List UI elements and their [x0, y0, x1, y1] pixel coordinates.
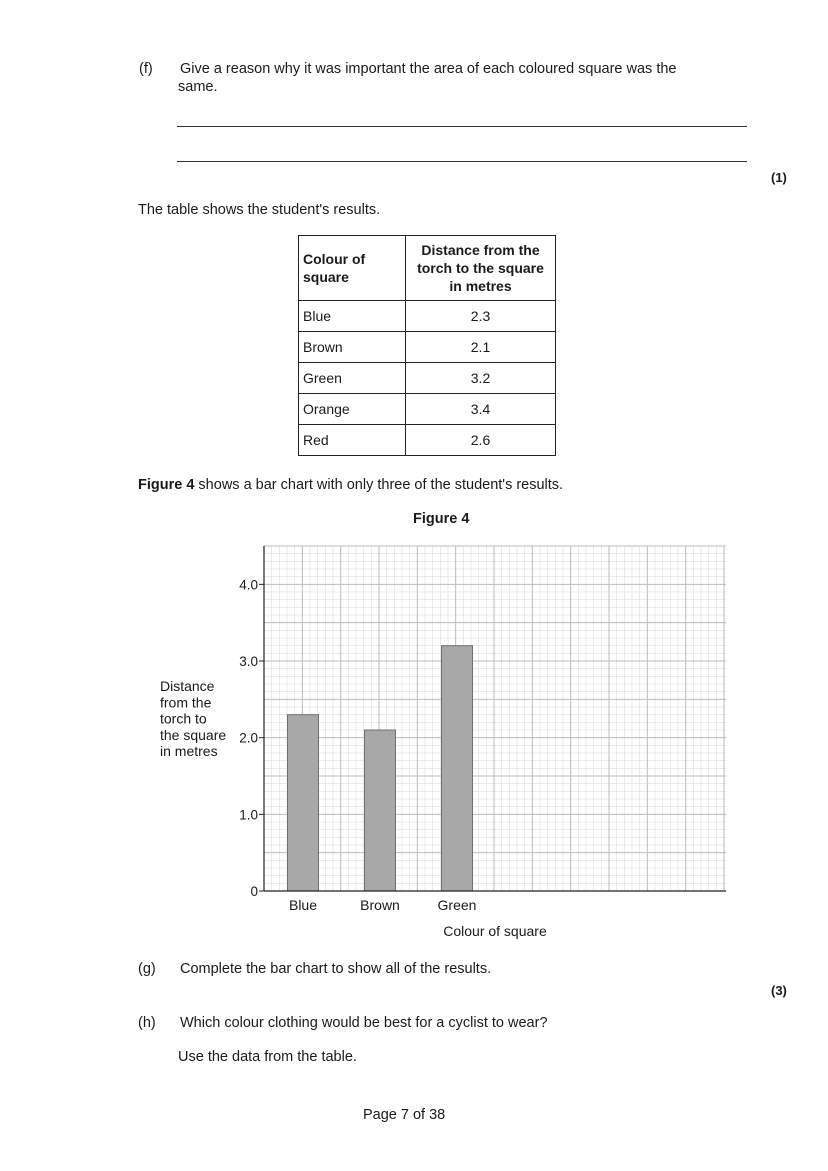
chart-y-axis-label — [160, 678, 226, 759]
cell-colour: Brown — [299, 332, 406, 363]
question-g-label: (g) — [138, 961, 156, 977]
bar-brown — [365, 730, 396, 891]
chart-y-ticks — [239, 577, 264, 899]
figure-intro-bold: Figure 4 — [138, 477, 195, 493]
y-tick-label: 0 — [250, 884, 258, 899]
y-tick-label: 1.0 — [239, 807, 258, 823]
header-colour-line2: square — [303, 269, 349, 285]
chart-x-axis-label: Colour of square — [443, 923, 547, 939]
question-f-text-line1: Give a reason why it was important the area of each coloured square was the — [180, 61, 677, 77]
cell-distance: 2.6 — [406, 425, 556, 456]
x-tick-label: Blue — [288, 897, 318, 913]
header-distance-line2: torch to the square — [417, 260, 544, 276]
y-axis-label-line: torch to — [160, 710, 207, 727]
figure-title: Figure 4 — [413, 511, 470, 527]
bar-green — [442, 646, 473, 891]
y-tick-label: 2.0 — [239, 730, 258, 746]
x-tick-label: Green — [437, 897, 477, 913]
question-f-marks: (1) — [771, 170, 787, 185]
y-tick-label: 4.0 — [239, 577, 258, 593]
y-axis-label-line: from the — [160, 694, 212, 711]
header-colour-line1: Colour of — [303, 251, 366, 267]
y-axis-label-line: in metres — [160, 743, 218, 760]
chart-grid-minor — [264, 546, 726, 891]
header-distance-line3: in metres — [449, 278, 512, 294]
question-f-label: (f) — [139, 61, 153, 77]
cell-distance: 3.4 — [406, 394, 556, 425]
cell-distance: 2.3 — [406, 301, 556, 332]
question-g-marks: (3) — [771, 983, 787, 998]
bar-blue — [288, 715, 319, 891]
question-h-text: Which colour clothing would be best for a cyclist to wear? — [180, 1015, 548, 1031]
figure-intro-rest: shows a bar chart with only three of the student's results. — [194, 477, 564, 493]
cell-colour: Blue — [299, 301, 406, 332]
question-h-subtext: Use the data from the table. — [178, 1049, 357, 1065]
x-tick-label: Brown — [360, 897, 400, 913]
question-g-text: Complete the bar chart to show all of the results. — [180, 961, 492, 977]
question-h-label: (h) — [138, 1015, 156, 1031]
cell-distance: 3.2 — [406, 363, 556, 394]
cell-distance: 2.1 — [406, 332, 556, 363]
header-distance-line1: Distance from the — [421, 242, 540, 258]
chart-x-labels — [289, 897, 476, 913]
cell-colour: Green — [299, 363, 406, 394]
cell-colour: Red — [299, 425, 406, 456]
y-tick-label: 3.0 — [239, 654, 258, 669]
cell-colour: Orange — [299, 394, 406, 425]
y-axis-label-line: Distance — [160, 678, 215, 694]
question-f-text-line2: same. — [178, 79, 218, 95]
chart-bars — [288, 646, 473, 891]
table-intro: The table shows the student's results. — [138, 202, 381, 218]
y-axis-label-line: the square — [160, 726, 227, 743]
page-number: Page 7 of 38 — [363, 1107, 446, 1123]
